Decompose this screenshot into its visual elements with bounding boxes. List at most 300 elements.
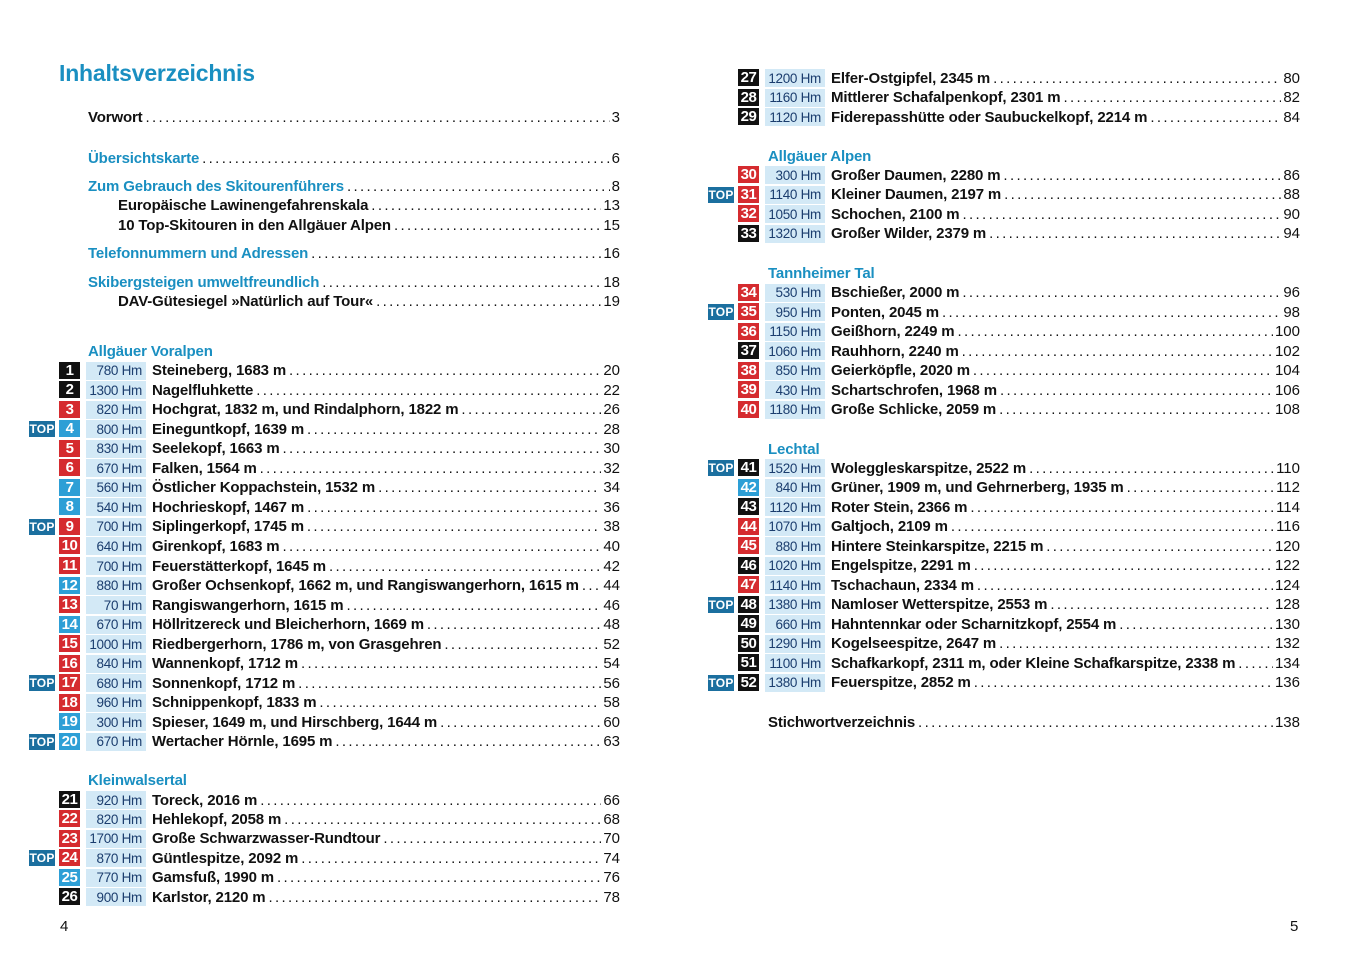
elevation-gain: 870 Hm — [86, 849, 146, 867]
tour-page: 30 — [603, 440, 620, 458]
tour-name: Wannenkopf, 1712 m — [152, 655, 298, 673]
top-badge: TOP — [29, 851, 55, 866]
tour-page: 110 — [1276, 459, 1300, 477]
tour-name: Kogelseespitze, 2647 m — [831, 635, 997, 652]
tour-page: 116 — [1276, 518, 1300, 535]
tour-name: Galtjoch, 2109 m — [831, 518, 948, 535]
tour-name: Riedbergerhorn, 1786 m, von Grasgehren — [152, 635, 442, 653]
elevation-gain: 960 Hm — [86, 694, 146, 712]
leader-dots — [1029, 460, 1274, 477]
tour-page: 38 — [603, 518, 620, 536]
tour-row-23[interactable] — [0, 830, 1359, 848]
tour-name: Hintere Steinkarspitze, 2215 m — [831, 537, 1044, 555]
section-heading-allgaeuer-alpen: Allgäuer Alpen — [768, 148, 872, 165]
tour-name: Schochen, 2100 m — [831, 205, 960, 223]
tour-title-line — [152, 694, 620, 712]
tour-row-26[interactable] — [0, 888, 1359, 906]
leader-dots — [963, 206, 1282, 223]
tour-page: 34 — [603, 479, 620, 497]
tour-name: Toreck, 2016 m — [152, 791, 258, 809]
page-title: Inhaltsverzeichnis — [59, 60, 255, 86]
elevation-gain: 770 Hm — [86, 869, 146, 887]
top-badge: TOP — [708, 187, 734, 202]
tour-number-badge: 51 — [738, 654, 759, 671]
tour-row-43[interactable] — [0, 498, 1359, 516]
tour-page: 124 — [1274, 576, 1300, 594]
leader-dots — [974, 557, 1273, 574]
toc-entry-label: Vorwort — [88, 109, 143, 126]
elevation-gain: 950 Hm — [765, 303, 825, 321]
tour-name: Große Schlicke, 2059 m — [831, 401, 997, 418]
tour-number-badge: 19 — [59, 713, 80, 730]
elevation-gain: 670 Hm — [86, 733, 146, 751]
tour-number-badge: 2 — [59, 381, 80, 398]
tour-name: Feuerstätterkopf, 1645 m — [152, 557, 326, 575]
tour-page: 136 — [1274, 674, 1300, 691]
leader-dots — [440, 714, 601, 731]
elevation-gain: 850 Hm — [765, 362, 825, 380]
toc-entry-page: 13 — [603, 197, 620, 214]
elevation-gain: 780 Hm — [86, 362, 146, 380]
elevation-gain: 820 Hm — [86, 810, 146, 828]
tour-number-badge: 16 — [59, 655, 80, 672]
tour-page: 22 — [603, 381, 620, 399]
tour-row-42[interactable] — [0, 479, 1359, 497]
tour-number-badge: 33 — [738, 225, 759, 242]
elevation-gain: 1160 Hm — [765, 89, 825, 107]
tour-row-39[interactable] — [0, 381, 1359, 399]
tour-number-badge: 3 — [59, 401, 80, 418]
tour-title-line — [831, 674, 1300, 692]
tour-name: Girenkopf, 1683 m — [152, 537, 280, 555]
toc-entry-page: 18 — [603, 274, 620, 291]
leader-dots — [962, 284, 1281, 301]
tour-title-line — [831, 479, 1300, 497]
tour-name: Siplingerkopf, 1745 m — [152, 518, 304, 536]
tour-name: Großer Wilder, 2379 m — [831, 225, 987, 242]
toc-entry-label: 10 Top-Skitouren in den Allgäuer Alpen — [118, 217, 391, 234]
leader-dots — [951, 518, 1274, 535]
elevation-gain: 1520 Hm — [765, 459, 825, 477]
elevation-gain: 640 Hm — [86, 537, 146, 555]
tour-name: Falken, 1564 m — [152, 459, 257, 477]
tour-row-35[interactable] — [0, 303, 1359, 321]
tour-page: 112 — [1276, 479, 1300, 496]
tour-page: 122 — [1274, 557, 1300, 574]
tour-title-line — [831, 69, 1300, 87]
tour-page: 20 — [603, 362, 620, 379]
tour-page: 76 — [603, 869, 620, 887]
tour-number-badge: 8 — [59, 498, 80, 515]
tour-name: Rangiswangerhorn, 1615 m — [152, 596, 344, 614]
tour-row-34[interactable] — [0, 284, 1359, 302]
elevation-gain: 830 Hm — [86, 440, 146, 458]
leader-dots — [989, 225, 1281, 242]
tour-name: Hochgrat, 1832 m, und Rindalphorn, 1822 m — [152, 401, 459, 419]
leader-dots — [383, 830, 601, 847]
tour-row-25[interactable] — [0, 869, 1359, 887]
tour-row-28[interactable] — [0, 89, 1359, 107]
tour-name: Namloser Wetterspitze, 2553 m — [831, 596, 1048, 613]
elevation-gain: 1290 Hm — [765, 635, 825, 653]
tour-row-41[interactable] — [0, 459, 1359, 477]
tour-number-badge: 34 — [738, 284, 759, 301]
elevation-gain: 1320 Hm — [765, 225, 825, 243]
tour-name: Eineguntkopf, 1639 m — [152, 420, 305, 438]
tour-name: Elfer-Ostgipfel, 2345 m — [831, 69, 991, 87]
tour-row-27[interactable] — [0, 69, 1359, 87]
tour-title-line — [831, 615, 1300, 633]
tour-page: 63 — [603, 733, 620, 751]
leader-dots — [1127, 479, 1274, 496]
toc-entry-stichwortverzeichnis[interactable] — [768, 713, 1300, 732]
tour-row-30[interactable] — [0, 166, 1359, 184]
tour-name: Mittlerer Schafalpenkopf, 2301 m — [831, 89, 1061, 106]
tour-title-line — [152, 888, 620, 906]
tour-row-50[interactable] — [0, 635, 1359, 653]
tour-page: 96 — [1283, 284, 1300, 301]
tour-row-49[interactable] — [0, 615, 1359, 633]
tour-number-badge: 36 — [738, 323, 759, 340]
toc-entry-page: 8 — [611, 178, 620, 195]
elevation-gain: 1700 Hm — [86, 830, 146, 848]
leader-dots — [977, 577, 1273, 594]
elevation-gain: 1060 Hm — [765, 342, 825, 360]
elevation-gain: 1140 Hm — [765, 186, 825, 204]
tour-number-badge: 26 — [59, 888, 80, 905]
toc-entry-label: DAV-Gütesiegel »Natürlich auf Tour« — [118, 293, 374, 310]
tour-name: Nagelfluhkette — [152, 381, 254, 399]
elevation-gain: 1020 Hm — [765, 557, 825, 575]
tour-number-badge: 9 — [59, 518, 80, 535]
tour-number-badge: 12 — [59, 577, 80, 594]
elevation-gain: 1120 Hm — [765, 498, 825, 516]
toc-entry-page: 6 — [611, 150, 620, 167]
tour-row-47[interactable] — [0, 576, 1359, 594]
tour-title-line — [152, 440, 620, 458]
leader-dots — [973, 362, 1273, 379]
elevation-gain: 840 Hm — [765, 479, 825, 497]
elevation-gain: 700 Hm — [86, 518, 146, 536]
tour-name: Feuerspitze, 2852 m — [831, 674, 971, 691]
toc-entry-label: Übersichtskarte — [88, 150, 200, 167]
section-heading-allgaeuer-voralpen: Allgäuer Voralpen — [88, 343, 213, 360]
tour-title-line — [831, 635, 1300, 653]
elevation-gain: 1150 Hm — [765, 323, 825, 341]
leader-dots — [999, 401, 1273, 418]
tour-name: Steineberg, 1683 m — [152, 362, 287, 379]
leader-dots — [335, 733, 601, 750]
tour-number-badge: 24 — [59, 849, 80, 866]
tour-row-24[interactable] — [0, 849, 1359, 867]
page-number-right: 5 — [1290, 918, 1299, 935]
tour-page: 106 — [1274, 381, 1300, 399]
tour-number-badge: 1 — [59, 362, 80, 379]
elevation-gain: 1380 Hm — [765, 596, 825, 614]
tour-number-badge: 27 — [738, 69, 759, 86]
elevation-gain: 670 Hm — [86, 459, 146, 477]
section-heading-tannheimer-tal: Tannheimer Tal — [768, 265, 875, 282]
tour-row-32[interactable] — [0, 205, 1359, 223]
toc-entry-page: 15 — [603, 217, 620, 234]
tour-number-badge: 31 — [738, 186, 759, 203]
tour-title-line — [831, 362, 1300, 380]
elevation-gain: 880 Hm — [765, 537, 825, 555]
section-heading-kleinwalsertal: Kleinwalsertal — [88, 772, 187, 789]
tour-page: 40 — [603, 537, 620, 555]
elevation-gain: 670 Hm — [86, 616, 146, 634]
tour-title-line — [831, 537, 1300, 555]
tour-number-badge: 5 — [59, 440, 80, 457]
tour-row-36[interactable] — [0, 323, 1359, 341]
tour-number-badge: 41 — [738, 459, 759, 476]
toc-entry-page: 138 — [1274, 714, 1300, 731]
elevation-gain: 300 Hm — [765, 166, 825, 184]
elevation-gain: 700 Hm — [86, 557, 146, 575]
leader-dots — [962, 343, 1273, 360]
tour-name: Tschachaun, 2334 m — [831, 576, 974, 594]
tour-row-51[interactable] — [0, 654, 1359, 672]
tour-title-line — [831, 518, 1300, 536]
tour-title-line — [831, 166, 1300, 184]
elevation-gain: 70 Hm — [86, 596, 146, 614]
toc-entry-label: Skibergsteigen umweltfreundlich — [88, 274, 320, 291]
section-heading-lechtal: Lechtal — [768, 441, 820, 458]
leader-dots — [1150, 109, 1281, 126]
tour-number-badge: 46 — [738, 557, 759, 574]
elevation-gain: 900 Hm — [86, 888, 146, 906]
tour-title-line — [831, 401, 1300, 419]
tour-number-badge: 48 — [738, 596, 759, 613]
tour-title-line — [831, 108, 1300, 126]
tour-row-29[interactable] — [0, 108, 1359, 126]
tour-row-21[interactable] — [0, 791, 1359, 809]
tour-name: Hehlekopf, 2058 m — [152, 810, 282, 828]
elevation-gain: 820 Hm — [86, 401, 146, 419]
tour-number-badge: 10 — [59, 537, 80, 554]
toc-entry-page: 19 — [603, 293, 620, 310]
tour-page: 68 — [603, 810, 620, 828]
elevation-gain: 920 Hm — [86, 791, 146, 809]
toc-entry-label: Europäische Lawinengefahrenskala — [118, 197, 369, 214]
toc-entry-page: 16 — [603, 245, 620, 262]
tour-name: Großer Ochsenkopf, 1662 m, und Rangiswangerhorn, 1615 m — [152, 577, 579, 595]
tour-title-line — [831, 225, 1300, 243]
tour-page: 58 — [603, 694, 620, 712]
tour-name: Wertacher Hörnle, 1695 m — [152, 733, 333, 751]
tour-row-46[interactable] — [0, 557, 1359, 575]
tour-name: Karlstor, 2120 m — [152, 888, 266, 906]
leader-dots — [993, 70, 1281, 87]
leader-dots — [319, 694, 601, 711]
tour-number-badge: 35 — [738, 303, 759, 320]
tour-name: Engelspitze, 2291 m — [831, 557, 971, 574]
tour-number-badge: 23 — [59, 830, 80, 847]
leader-dots — [202, 150, 610, 167]
leader-dots — [1050, 596, 1273, 613]
tour-page: 108 — [1274, 401, 1300, 418]
page-number-left: 4 — [60, 918, 69, 935]
tour-page: 78 — [603, 888, 620, 906]
tour-number-badge: 25 — [59, 869, 80, 886]
top-badge: TOP — [29, 676, 55, 691]
elevation-gain: 560 Hm — [86, 479, 146, 497]
tour-name: Kleiner Daumen, 2197 m — [831, 186, 1002, 203]
tour-number-badge: 13 — [59, 596, 80, 613]
tour-number-badge: 39 — [738, 381, 759, 398]
tour-number-badge: 18 — [59, 694, 80, 711]
tour-page: 114 — [1276, 498, 1300, 516]
tour-name: Fiderepasshütte oder Saubuckelkopf, 2214 m — [831, 108, 1148, 126]
leader-dots — [1003, 167, 1281, 184]
toc-entry-label: Zum Gebrauch des Skitourenführers — [88, 178, 344, 195]
tour-number-badge: 32 — [738, 205, 759, 222]
tour-page: 90 — [1283, 205, 1300, 223]
elevation-gain: 840 Hm — [86, 655, 146, 673]
tour-page: 32 — [603, 459, 620, 477]
leader-dots — [301, 850, 601, 867]
toc-entry-label: Stichwortverzeichnis — [768, 714, 916, 731]
tour-title-line — [152, 791, 620, 809]
tour-number-badge: 42 — [738, 479, 759, 496]
leader-dots — [277, 869, 601, 886]
tour-row-4[interactable] — [0, 420, 1359, 438]
tour-number-badge: 37 — [738, 342, 759, 359]
tour-number-badge: 44 — [738, 518, 759, 535]
elevation-gain: 800 Hm — [86, 420, 146, 438]
tour-title-line — [831, 303, 1300, 321]
tour-number-badge: 30 — [738, 166, 759, 183]
tour-number-badge: 49 — [738, 615, 759, 632]
tour-number-badge: 29 — [738, 108, 759, 125]
tour-number-badge: 52 — [738, 674, 759, 691]
tour-number-badge: 17 — [59, 674, 80, 691]
tour-page: 128 — [1274, 596, 1300, 613]
leader-dots — [307, 421, 601, 438]
tour-name: Schafkarkopf, 2311 m, oder Kleine Schafkarspitze, 2338 m — [831, 654, 1236, 672]
tour-page: 94 — [1283, 225, 1300, 242]
tour-page: 132 — [1274, 635, 1300, 652]
tour-number-badge: 47 — [738, 576, 759, 593]
elevation-gain: 1380 Hm — [765, 674, 825, 692]
tour-name: Östlicher Koppachstein, 1532 m — [152, 479, 376, 497]
leader-dots — [1046, 538, 1273, 555]
tour-row-45[interactable] — [0, 537, 1359, 555]
tour-title-line — [831, 89, 1300, 107]
tour-row-52[interactable] — [0, 674, 1359, 692]
tour-number-badge: 21 — [59, 791, 80, 808]
tour-name: Höllritzereck und Bleicherhorn, 1669 m — [152, 616, 424, 634]
tour-number-badge: 7 — [59, 479, 80, 496]
tour-row-37[interactable] — [0, 342, 1359, 360]
elevation-gain: 540 Hm — [86, 498, 146, 516]
elevation-gain: 1180 Hm — [765, 401, 825, 419]
toc-entry-label: Telefonnummern und Adressen — [88, 245, 309, 262]
tour-page: 74 — [603, 849, 620, 867]
tour-title-line — [152, 733, 620, 751]
tour-name: Spieser, 1649 m, und Hirschberg, 1644 m — [152, 713, 438, 731]
tour-name: Roter Stein, 2366 m — [831, 498, 968, 516]
top-badge: TOP — [708, 675, 734, 690]
tour-name: Hochrieskopf, 1467 m — [152, 498, 305, 516]
tour-row-48[interactable] — [0, 596, 1359, 614]
tour-page: 60 — [603, 713, 620, 731]
elevation-gain: 1000 Hm — [86, 635, 146, 653]
elevation-gain: 680 Hm — [86, 674, 146, 692]
tour-page: 84 — [1283, 108, 1300, 126]
tour-number-badge: 6 — [59, 459, 80, 476]
leader-dots — [974, 674, 1273, 691]
tour-row-5[interactable] — [0, 440, 1359, 458]
tour-page: 66 — [603, 791, 620, 809]
leader-dots — [1119, 616, 1273, 633]
elevation-gain: 660 Hm — [765, 615, 825, 633]
tour-number-badge: 28 — [738, 89, 759, 106]
leader-dots — [284, 811, 601, 828]
tour-name: Große Schwarzwasser-Rundtour — [152, 830, 381, 848]
leader-dots — [970, 499, 1274, 516]
tour-number-badge: 45 — [738, 537, 759, 554]
tour-row-40[interactable] — [0, 401, 1359, 419]
top-badge: TOP — [29, 422, 55, 437]
tour-number-badge: 15 — [59, 635, 80, 652]
elevation-gain: 880 Hm — [86, 577, 146, 595]
tour-title-line — [831, 596, 1300, 614]
elevation-gain: 1100 Hm — [765, 654, 825, 672]
leader-dots — [269, 889, 602, 906]
tour-title-line — [831, 381, 1300, 399]
leader-dots — [1063, 89, 1281, 106]
tour-row-44[interactable] — [0, 518, 1359, 536]
leader-dots — [1000, 382, 1273, 399]
elevation-gain: 1200 Hm — [765, 69, 825, 87]
tour-name: Hahntennkar oder Scharnitzkopf, 2554 m — [831, 615, 1117, 633]
tour-row-18[interactable] — [0, 694, 1359, 712]
top-badge: TOP — [29, 519, 55, 534]
tour-row-38[interactable] — [0, 362, 1359, 380]
tour-page: 82 — [1283, 89, 1300, 106]
tour-title-line — [152, 849, 620, 867]
elevation-gain: 430 Hm — [765, 381, 825, 399]
tour-row-22[interactable] — [0, 810, 1359, 828]
tour-number-badge: 43 — [738, 498, 759, 515]
tour-title-line — [152, 713, 620, 731]
leader-dots — [1238, 655, 1273, 672]
tour-name: Grüner, 1909 m, und Gehrnerberg, 1935 m — [831, 479, 1124, 496]
tour-name: Schnippenkopf, 1833 m — [152, 694, 317, 712]
tour-page: 104 — [1274, 362, 1300, 379]
top-badge: TOP — [708, 305, 734, 319]
tour-title-line — [152, 869, 620, 887]
tour-title-line — [831, 576, 1300, 594]
tour-page: 52 — [603, 635, 620, 653]
tour-row-31[interactable] — [0, 186, 1359, 204]
tour-row-33[interactable] — [0, 225, 1359, 243]
toc-entry-telefonnummern[interactable] — [88, 244, 620, 263]
top-badge: TOP — [708, 461, 734, 475]
top-badge: TOP — [708, 597, 734, 612]
tour-page: 26 — [603, 401, 620, 419]
tour-page: 130 — [1274, 615, 1300, 633]
tour-name: Großer Daumen, 2280 m — [831, 166, 1001, 184]
tour-page: 88 — [1283, 186, 1300, 203]
leader-dots — [918, 714, 1273, 731]
tour-page: 28 — [603, 420, 620, 438]
tour-number-badge: 38 — [738, 362, 759, 379]
tour-name: Sonnenkopf, 1712 m — [152, 674, 296, 692]
tour-row-20[interactable] — [0, 733, 1359, 751]
tour-title-line — [831, 498, 1300, 516]
